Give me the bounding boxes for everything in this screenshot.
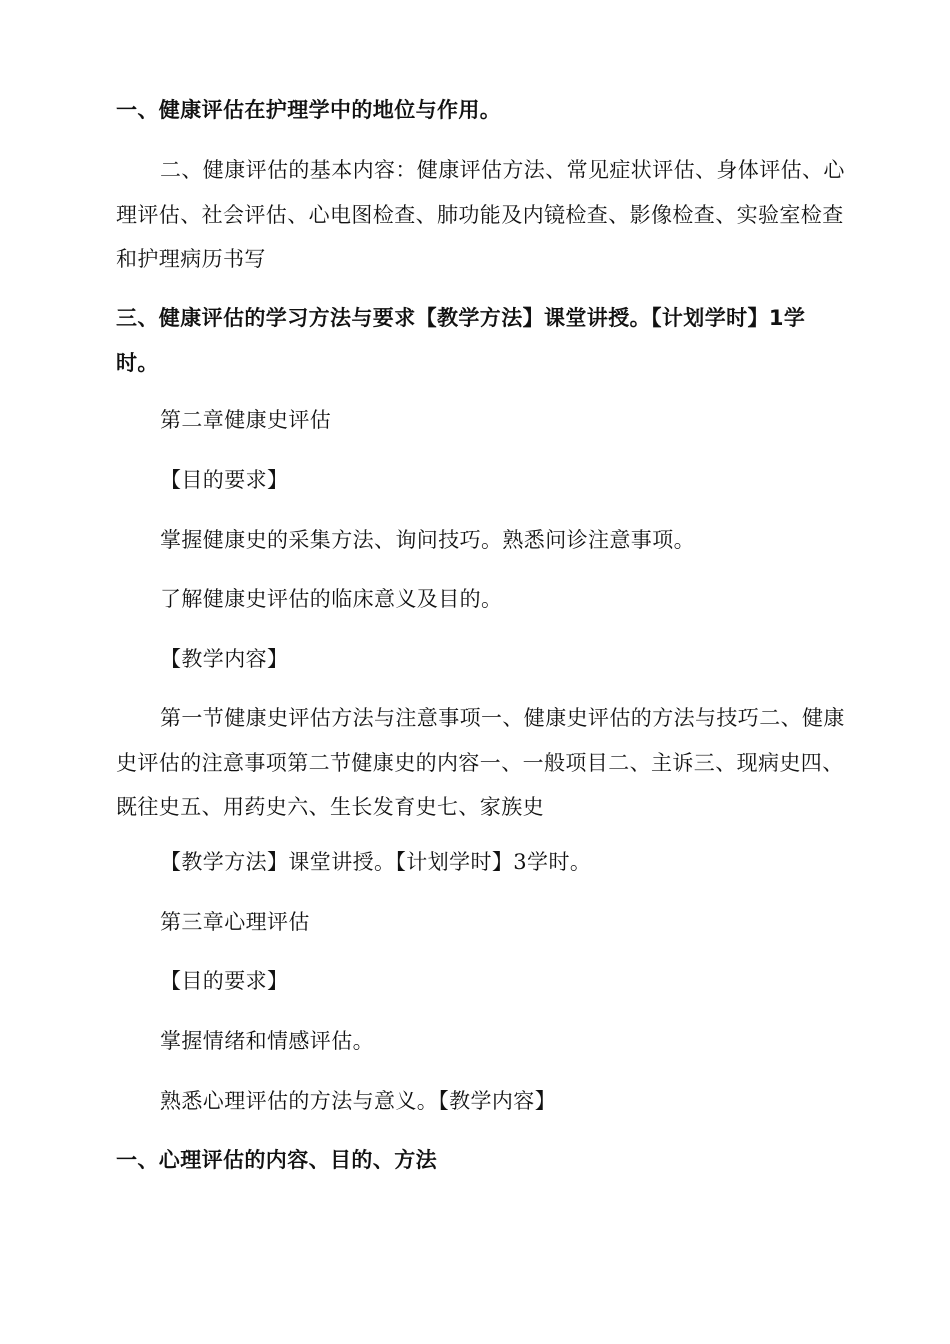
objectives-label-2: 【目的要求】 [160,969,289,993]
content-label-1: 【教学内容】 [160,647,289,671]
heading-psych-assessment: 一、心理评估的内容、目的、方法 [116,1148,437,1172]
objective-familiar-2: 熟悉心理评估的方法与意义。【教学内容】 [160,1089,557,1113]
objective-understand-1: 了解健康史评估的临床意义及目的。 [160,587,503,611]
objective-master-1: 掌握健康史的采集方法、询问技巧。熟悉问诊注意事项。 [160,528,695,552]
heading-section-3: 三、健康评估的学习方法与要求【教学方法】课堂讲授。【计划学时】1学时。 [116,306,806,375]
chapter-3-title: 第三章心理评估 [160,910,310,934]
paragraph-chapter-2-content: 第一节健康史评估方法与注意事项一、健康史评估的方法与技巧二、健康史评估的注意事项第二节健康史的内容一、一般项目二、主诉三、现病史四、既往史五、用药史六、生长发育史七、家族史 [116,706,845,819]
method-hours-line: 【教学方法】课堂讲授。【计划学时】3学时。 [160,850,592,874]
objective-master-2: 掌握情绪和情感评估。 [160,1029,374,1053]
chapter-2-title: 第二章健康史评估 [160,408,332,432]
paragraph-basic-content: 二、健康评估的基本内容：健康评估方法、常见症状评估、身体评估、心理评估、社会评估、心电图检查、肺功能及内镜检查、影像检查、实验室检查和护理病历书写 [116,158,845,271]
objectives-label-1: 【目的要求】 [160,468,289,492]
heading-section-1: 一、健康评估在护理学中的地位与作用。 [116,98,502,122]
